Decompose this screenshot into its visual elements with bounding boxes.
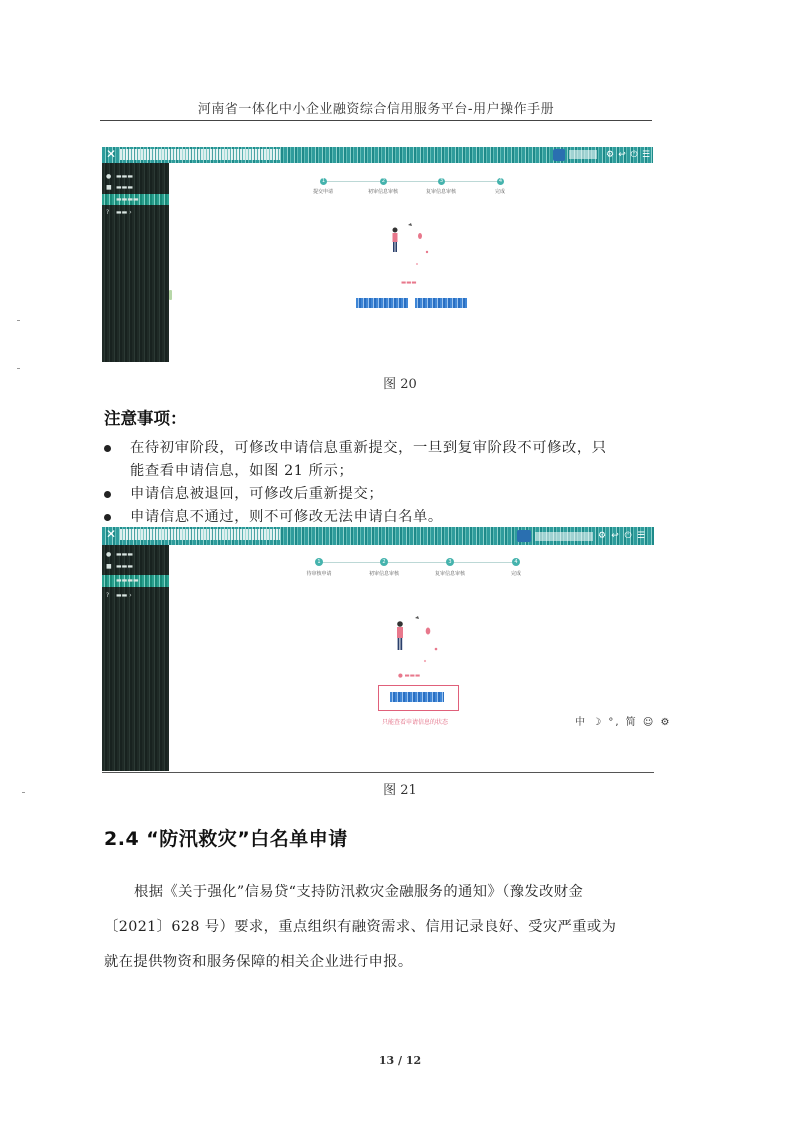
help-icon: ? [106,592,110,599]
figure-20-screenshot [102,147,653,362]
user-avatar-icon[interactable] [553,149,565,161]
user-name-text [569,150,597,159]
sidebar-item-1[interactable] [102,171,169,182]
power-icon[interactable]: ⏻ [630,150,638,160]
bullet-icon [104,514,111,521]
scan-speckle [22,792,25,793]
section-paragraph-line-3: 就在提供物资和服务保障的相关企业进行申报。 [104,954,413,970]
user-avatar-icon[interactable] [517,530,531,542]
scan-speckle [17,368,20,369]
step-dot-2: 2 [381,178,386,184]
menu-icon[interactable]: ☰ [636,531,646,541]
sidebar-item-1[interactable] [102,549,169,560]
step-label-2: 初审信息审核 [368,571,400,577]
sidebar-item-label: ▬▬▬ [116,184,134,191]
bookmark-icon: ■ [106,563,112,570]
step-label-2: 初审信息审核 [367,189,399,195]
step-dot-3: 3 [439,178,444,184]
sidebar-item-label: ▬▬▬▬ [116,196,139,203]
progress-line [323,181,503,182]
power-icon[interactable]: ⏻ [624,531,632,541]
step-dot-1: 1 [321,178,326,184]
sidebar-item-label: ▬▬ › [116,209,132,216]
note-item-2: 申请信息被退回，可修改后重新提交； [130,486,384,502]
figure-20-caption: 图 20 [383,377,417,392]
step-dot-4: 4 [498,178,503,184]
step-label-4: 完成 [510,571,522,577]
platform-brand-text [120,149,280,160]
platform-logo-icon: ✕ [106,147,117,161]
step-dot-2: 2 [380,558,388,566]
user-icon: ● [106,551,112,558]
platform-logo-icon: ✕ [106,527,117,541]
step-label-1: 待审核申请 [306,571,332,577]
modify-application-button[interactable] [415,298,467,308]
status-text: ● ▬▬▬ [398,673,421,679]
sidebar-item-label: ▬▬ › [116,592,132,599]
status-text: ▬▬▬ [401,280,417,286]
figure-21-caption: 图 21 [383,783,417,798]
sidebar-item-active[interactable] [102,194,169,205]
section-paragraph-line-2: 〔2021〕628 号）要求，重点组织有融资需求、信用记录良好、受灾严重或为 [104,919,617,935]
status-illustration [392,615,447,675]
figure-21-bottom-rule [102,772,654,773]
figure-21-screenshot [102,527,654,771]
ime-toolbar[interactable]: 中 ☽ °, 简 ☺ ⚙ [575,717,672,728]
sidebar-item-help[interactable] [102,207,169,218]
note-item-1-line-2: 能查看申请信息，如图 21 所示； [130,463,354,479]
bookmark-icon: ■ [106,184,112,191]
sidebar-item-label: ▬▬▬▬ [116,577,139,584]
sidebar-item-label: ▬▬▬ [116,173,134,180]
view-application-button[interactable] [390,692,444,702]
back-icon[interactable]: ↩ [618,150,626,160]
section-title: 2.4 “防汛救灾”白名单申请 [104,828,348,850]
notes-title: 注意事项： [104,409,187,428]
sidebar-item-label: ▬▬▬ [116,551,134,558]
settings-icon[interactable]: ⚙ [597,531,607,541]
sidebar-item-active[interactable] [102,575,169,587]
step-dot-4: 4 [512,558,520,566]
section-paragraph-line-1: 根据《关于强化”信易贷“支持防汛救灾金融服务的通知》（豫发改财金 [134,884,584,900]
settings-icon[interactable]: ⚙ [605,150,615,160]
sidebar-item-help[interactable] [102,590,169,601]
progress-line [320,562,516,563]
app-topbar [102,147,653,163]
step-label-1: 提交申请 [312,189,334,195]
bullet-icon [104,445,111,452]
bullet-icon [104,491,111,498]
step-label-3: 复审信息审核 [425,189,457,195]
page-number: 13 / 12 [378,1054,422,1067]
header-rule [100,120,652,121]
note-item-1-line-1: 在待初审阶段，可修改申请信息重新提交，一旦到复审阶段不可修改，只 [130,440,607,456]
note-item-3: 申请信息不通过，则不可修改无法申请白名单。 [130,509,443,525]
step-dot-3: 3 [446,558,454,566]
help-icon: ? [106,209,110,216]
annotation-note: 只能查看申请信息的状态 [382,719,449,726]
menu-icon[interactable]: ☰ [641,150,651,160]
step-label-4: 完成 [494,189,506,195]
sidebar-item-label: ▬▬▬ [116,563,134,570]
scan-speckle [17,320,20,321]
user-icon: ● [106,173,112,180]
status-illustration [387,222,437,277]
app-topbar [102,527,654,545]
page-header-title: 河南省一体化中小企业融资综合信用服务平台-用户操作手册 [197,102,555,117]
view-application-button[interactable] [356,298,408,308]
app-sidebar [102,163,169,362]
step-dot-1: 1 [315,558,323,566]
sidebar-item-2[interactable] [102,561,169,572]
back-icon[interactable]: ↩ [611,531,619,541]
sidebar-item-2[interactable] [102,182,169,193]
sidebar-collapse-handle[interactable] [169,290,172,300]
user-name-text [535,532,593,541]
step-label-3: 复审信息审核 [434,571,466,577]
platform-brand-text [120,529,280,540]
app-sidebar [102,545,169,771]
